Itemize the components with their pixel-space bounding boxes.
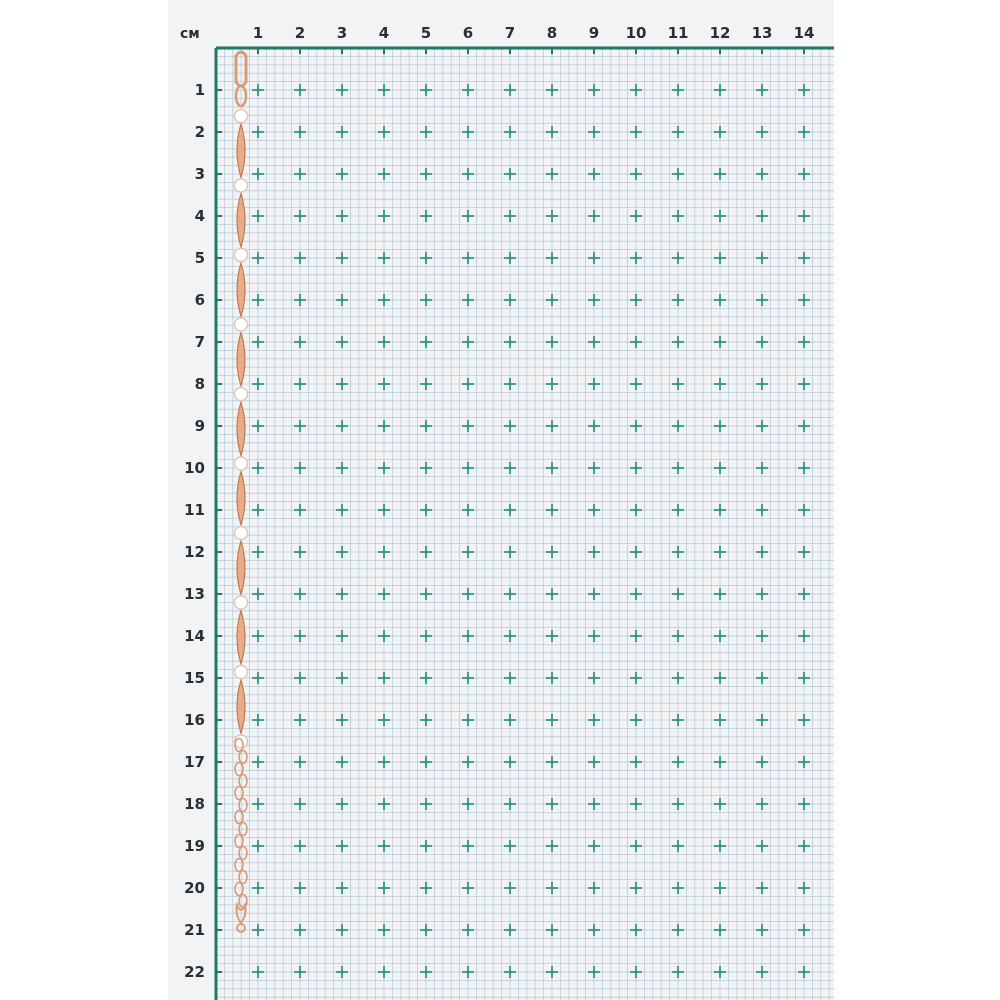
marquise-link-shape (237, 680, 245, 734)
y-tick-label: 9 (194, 417, 205, 435)
marquise-link-shape (237, 402, 245, 456)
y-tick-label: 4 (194, 207, 205, 225)
y-tick-label: 7 (194, 333, 205, 351)
y-tick-label: 8 (194, 375, 205, 393)
y-tick-label: 18 (184, 795, 205, 813)
round-stone-shape (235, 110, 248, 123)
marquise-link-shape (237, 541, 245, 595)
y-tick-label: 16 (184, 711, 205, 729)
x-tick-label: 5 (420, 24, 432, 42)
x-tick-label: 3 (336, 24, 348, 42)
round-stone-shape (235, 457, 248, 470)
chain-link-shape (235, 763, 243, 776)
end-ring-shape (237, 924, 245, 932)
marquise-link-shape (237, 472, 245, 526)
marquise-link-shape (237, 194, 245, 248)
chain-link-shape (235, 883, 243, 896)
x-tick-label: 8 (546, 24, 558, 42)
y-tick-label: 6 (194, 291, 205, 309)
y-tick-label: 13 (184, 585, 205, 603)
chain-link-shape (239, 775, 247, 788)
y-tick-label: 19 (184, 837, 205, 855)
jump-ring-shape (236, 86, 246, 106)
x-tick-label: 14 (793, 24, 815, 42)
round-stone-shape (235, 388, 248, 401)
x-tick-label: 6 (462, 24, 474, 42)
x-tick-label: 10 (625, 24, 647, 42)
chain-link-shape (235, 787, 243, 800)
chain-link-shape (239, 871, 247, 884)
round-stone-shape (235, 179, 248, 192)
y-tick-label: 15 (184, 669, 205, 687)
clasp-shape (236, 52, 246, 86)
unit-label: см (180, 26, 200, 42)
end-drop-shape (237, 905, 246, 923)
chain-link-shape (235, 859, 243, 872)
y-tick-label: 14 (184, 627, 205, 645)
marquise-link-shape (237, 124, 245, 178)
y-tick-label: 1 (194, 81, 205, 99)
chain-link-shape (235, 811, 243, 824)
chain-link-shape (235, 835, 243, 848)
y-tick-label: 2 (194, 123, 205, 141)
x-tick-label: 13 (751, 24, 773, 42)
chain-link-shape (239, 751, 247, 764)
round-stone-shape (235, 666, 248, 679)
x-tick-label: 1 (252, 24, 264, 42)
round-stone-shape (235, 249, 248, 262)
y-tick-label: 3 (194, 165, 205, 183)
y-tick-label: 10 (184, 459, 205, 477)
chain-link-shape (239, 823, 247, 836)
x-tick-label: 4 (378, 24, 390, 42)
y-tick-label: 21 (184, 921, 205, 939)
x-tick-label: 11 (667, 24, 689, 42)
chain-link-shape (239, 847, 247, 860)
y-tick-label: 22 (184, 963, 205, 981)
y-tick-label: 20 (184, 879, 205, 897)
x-tick-label: 12 (709, 24, 731, 42)
y-tick-label: 11 (184, 501, 205, 519)
round-stone-shape (235, 318, 248, 331)
marquise-link-shape (237, 611, 245, 665)
marquise-link-shape (237, 263, 245, 317)
x-tick-label: 2 (294, 24, 306, 42)
y-tick-label: 5 (194, 249, 205, 267)
y-tick-label: 12 (184, 543, 205, 561)
y-tick-label: 17 (184, 753, 205, 771)
marquise-link-shape (237, 333, 245, 387)
x-tick-label: 7 (504, 24, 516, 42)
x-tick-label: 9 (588, 24, 600, 42)
chain-link-shape (239, 799, 247, 812)
round-stone-shape (235, 596, 248, 609)
round-stone-shape (235, 527, 248, 540)
